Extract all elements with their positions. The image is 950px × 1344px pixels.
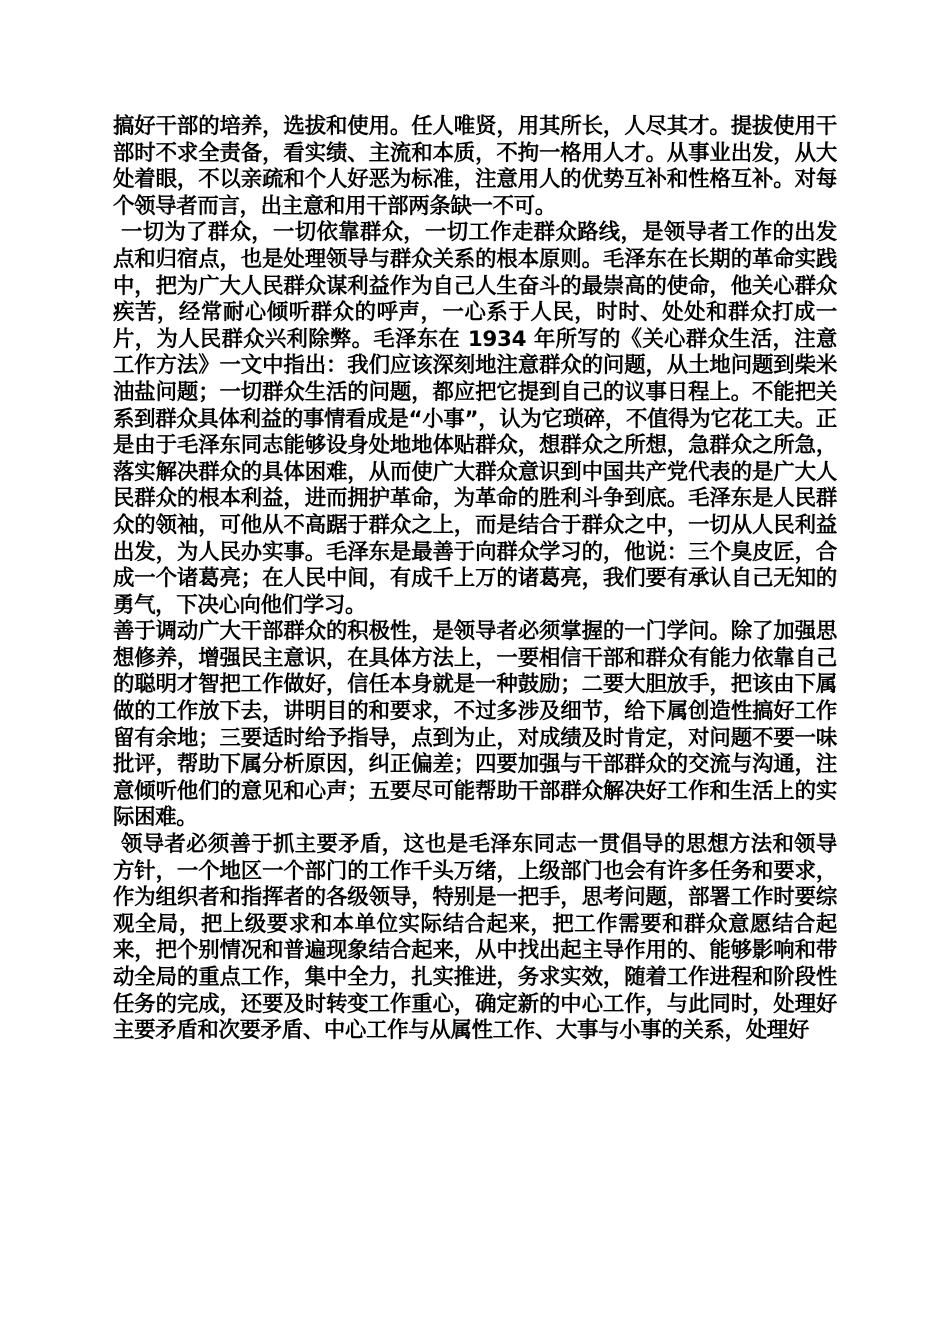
paragraph-mass-line: 一切为了群众，一切依靠群众，一切工作走群众路线，是领导者工作的出发点和归宿点，也是处理领导与群众关系的根本原则。毛泽东在长期的革命实践中，把为广大人民群众谋利益作为自己人生奋斗的最崇高的使命，他关心群众疾苦，经常耐心倾听群众的呼声，一心系于人民，时时、处处和群众打成一片，为人民群众兴利除弊。毛泽东在 1934 年所写的《关心群众生活，注意工作方法》一文中指出：我们应该深刻地注意群众的问题，从土地问题到柴米油盐问题；一切群众生活的问题，都应把它提到自己的议事日程上。不能把关系到群众具体利益的事情看成是“小事”，认为它琐碎，不值得为它花工夫。正是由于毛泽东同志能够设身处地地体贴群众，想群众之所想，急群众之所急，落实解决群众的具体困难，从而使广大群众意识到中国共产党代表的是广大人民群众的根本利益，进而拥护革命，为革命的胜利斗争到底。毛泽东是人民群众的领袖，可他从不高踞于群众之上，而是结合于群众之中，一切从人民利益出发，为人民办实事。毛泽东是最善于向群众学习的，他说：三个臭皮匠，合成一个诸葛亮；在人民中间，有成千上万的诸葛亮，我们要有承认自己无知的勇气，下决心向他们学习。: [113, 220, 837, 618]
paragraph-cadre-selection: 搞好干部的培养，选拔和使用。任人唯贤，用其所长，人尽其才。提拔使用干部时不求全责备，看实绩、主流和本质，不拘一格用人才。从事业出发，从大处着眼，不以亲疏和个人好恶为标准，注意用人的优势互补和性格互补。对每个领导者而言，出主意和用干部两条缺一不可。: [113, 114, 837, 219]
paragraph-motivate-cadres: 善于调动广大干部群众的积极性，是领导者必须掌握的一门学问。除了加强思想修养，增强民主意识，在具体方法上，一要相信干部和群众有能力依靠自己的聪明才智把工作做好，信任本身就是一种鼓励；二要大胆放手，把该由下属做的工作放下去，讲明目的和要求，不过多涉及细节，给下属创造性搞好工作留有余地；三要适时给予指导，点到为止，对成绩及时肯定，对问题不要一味批评，帮助下属分析原因，纠正偏差；四要加强与干部群众的交流与沟通，注意倾听他们的意见和心声；五要尽可能帮助干部群众解决好工作和生活上的实际困难。: [113, 619, 837, 831]
document-body: [113, 114, 837, 1045]
paragraph-principal-contradiction: 领导者必须善于抓主要矛盾，这也是毛泽东同志一贯倡导的思想方法和领导方针，一个地区一个部门的工作千头万绪，上级部门也会有许多任务和要求，作为组织者和指挥者的各级领导，特别是一把手，思考问题，部署工作时要综观全局，把上级要求和本单位实际结合起来，把工作需要和群众意愿结合起来，把个别情况和普遍现象结合起来，从中找出起主导作用的、能够影响和带动全局的重点工作，集中全力，扎实推进，务求实效，随着工作进程和阶段性任务的完成，还要及时转变工作重心，确定新的中心工作，与此同时，处理好主要矛盾和次要矛盾、中心工作与从属性工作、大事与小事的关系，处理好: [113, 832, 837, 1044]
